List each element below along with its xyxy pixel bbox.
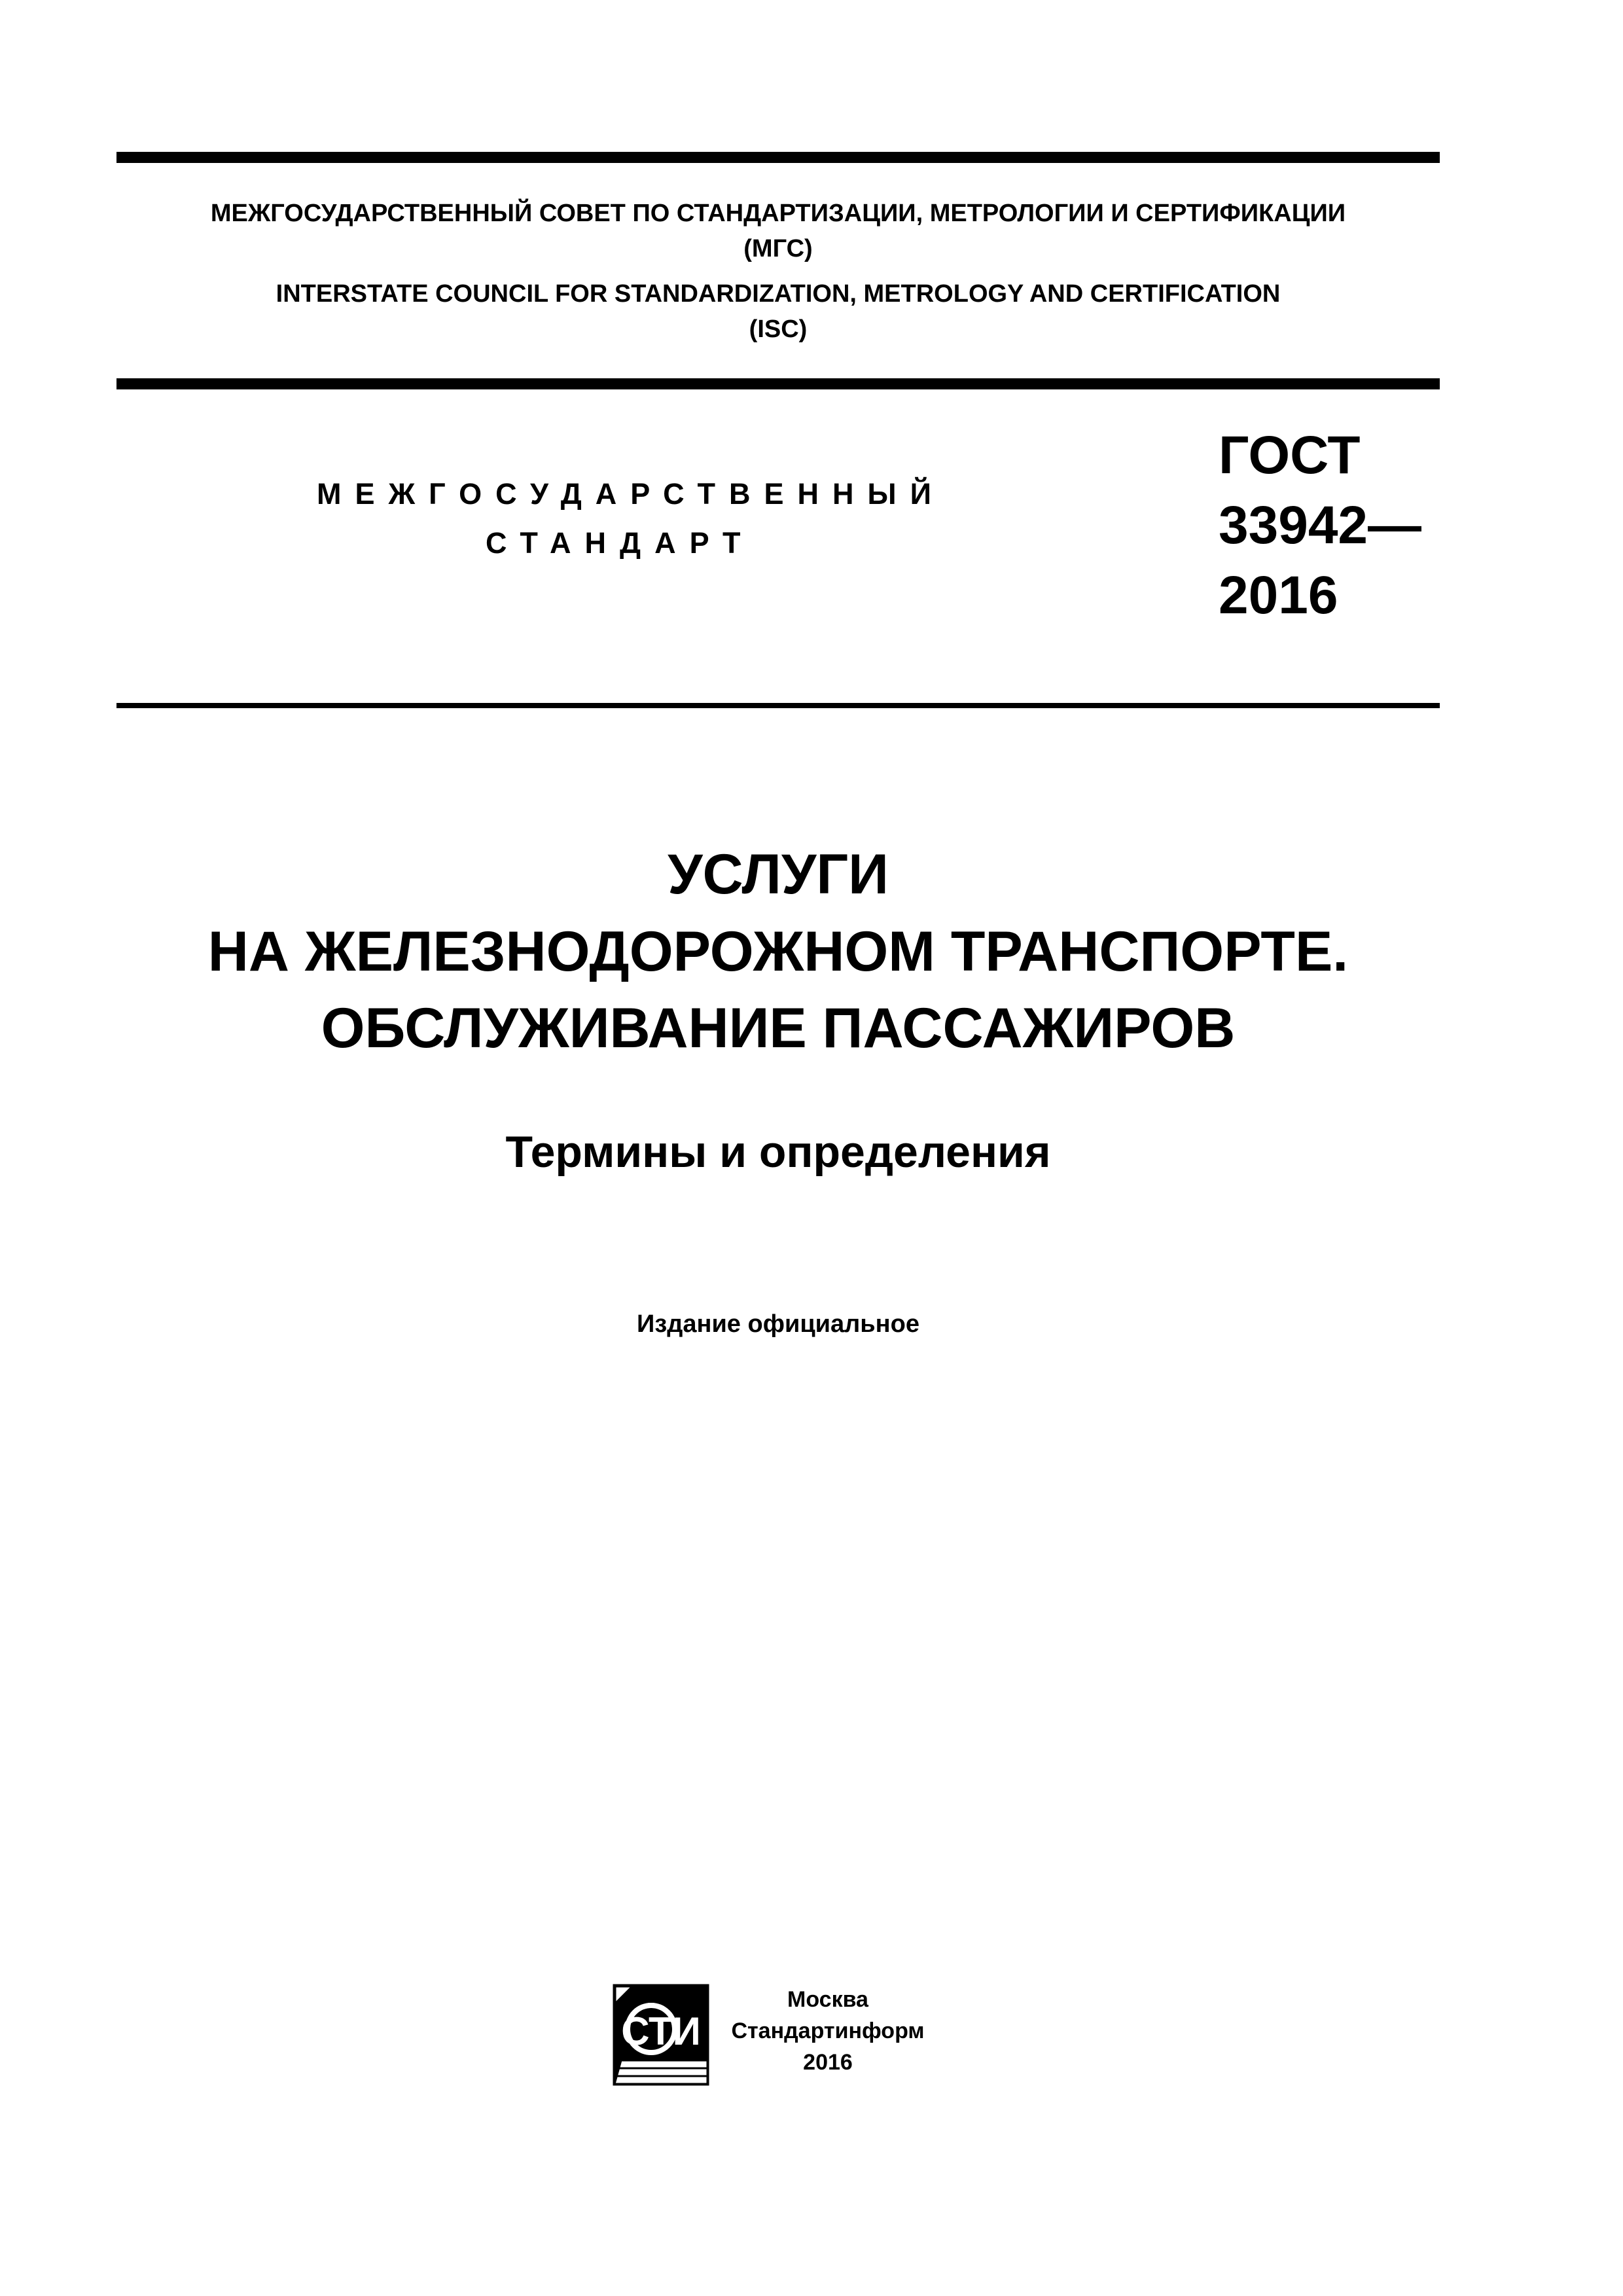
publisher-block bbox=[723, 1984, 933, 2078]
document-title-line3: ОБСЛУЖИВАНИЕ ПАССАЖИРОВ bbox=[321, 997, 1236, 1060]
council-abbr-ru: (МГС) bbox=[743, 235, 813, 262]
lower-divider bbox=[116, 703, 1440, 708]
standard-code-prefix: ГОСТ bbox=[1219, 425, 1361, 485]
standartinform-logo-icon bbox=[612, 1983, 710, 2087]
standard-code bbox=[1219, 420, 1421, 630]
document-title-line1: УСЛУГИ bbox=[668, 843, 889, 906]
standard-code-year: 2016 bbox=[1219, 565, 1338, 625]
edition-note: Издание официальное bbox=[637, 1310, 919, 1338]
middle-divider bbox=[116, 378, 1440, 389]
logo-text: СТИ bbox=[621, 2009, 701, 2053]
publisher-year: 2016 bbox=[803, 2050, 853, 2075]
top-divider bbox=[116, 152, 1440, 163]
council-name-en: INTERSTATE COUNCIL FOR STANDARDIZATION, METROLOGY AND CERTIFICATION bbox=[276, 280, 1281, 308]
document-title-line2: НА ЖЕЛЕЗНОДОРОЖНОМ ТРАНСПОРТЕ. bbox=[207, 920, 1349, 983]
publisher-city: Москва bbox=[787, 1987, 868, 2012]
standard-kind-line1: МЕЖГОСУДАРСТВЕННЫЙ bbox=[317, 477, 945, 511]
standard-kind-line2: СТАНДАРТ bbox=[486, 526, 755, 560]
council-name-ru: МЕЖГОСУДАРСТВЕННЫЙ СОВЕТ ПО СТАНДАРТИЗАЦИИ, МЕТРОЛОГИИ И СЕРТИФИКАЦИИ bbox=[210, 200, 1346, 227]
council-abbr-en: (ISC) bbox=[749, 315, 808, 343]
standard-code-number: 33942— bbox=[1219, 495, 1422, 555]
publisher-name: Стандартинформ bbox=[731, 2018, 925, 2043]
document-subtitle: Термины и определения bbox=[505, 1127, 1051, 1177]
